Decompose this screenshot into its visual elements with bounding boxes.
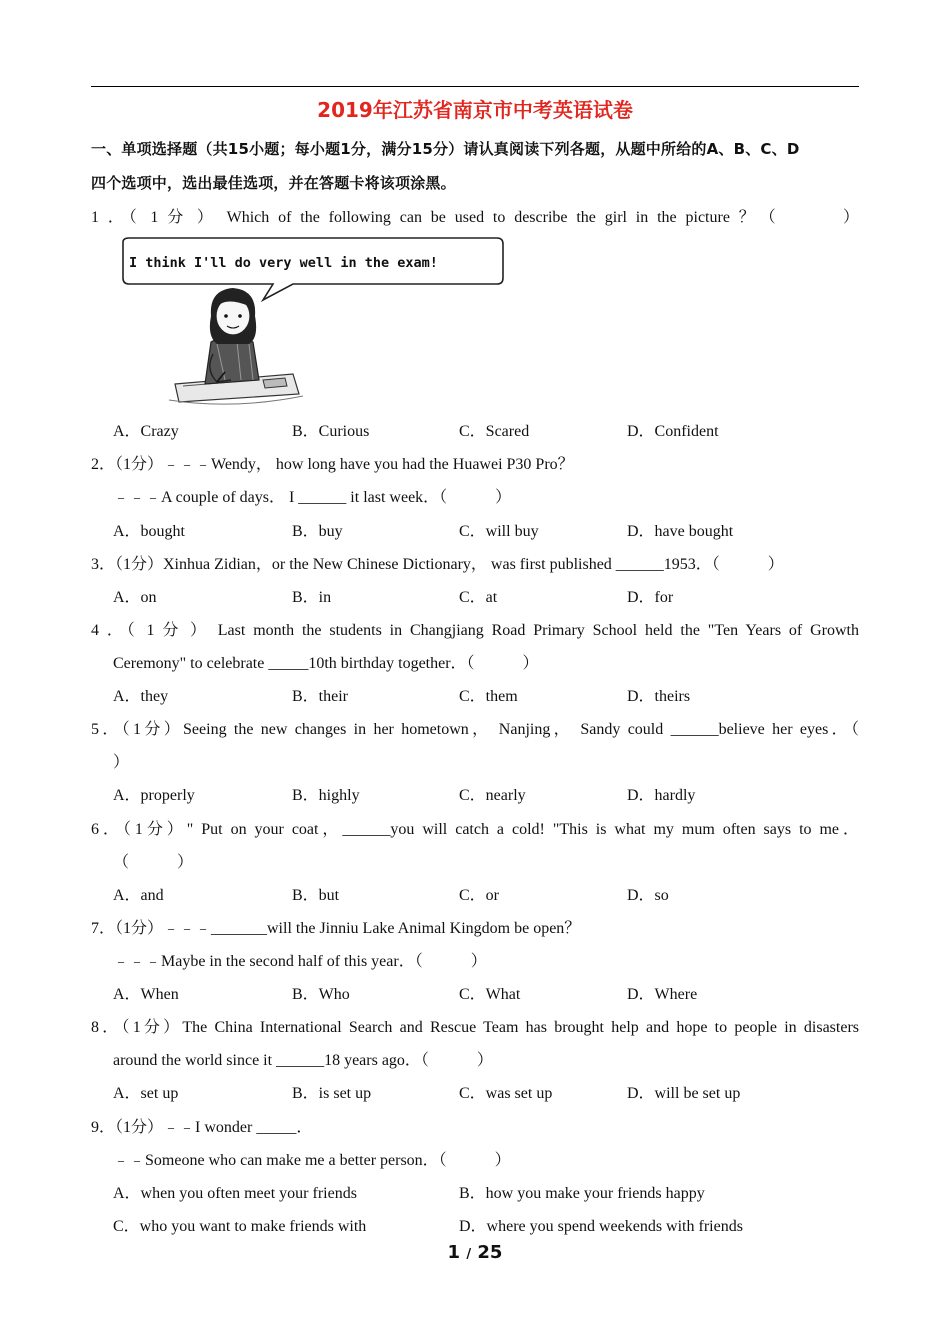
question-5-stem: 5．（1分）Seeing the new changes in her hometown， Nanjing， Sandy could ______believe her eyes．（ bbox=[91, 721, 859, 738]
question-2-option-c[interactable]: C．will buy bbox=[459, 523, 539, 540]
question-3-option-c[interactable]: C．at bbox=[459, 589, 498, 606]
question-7-option-d[interactable]: D．Where bbox=[627, 986, 698, 1003]
question-7-option-a[interactable]: A．When bbox=[113, 986, 179, 1003]
question-8-stem-continued: around the world since it ______18 years ago．（ ） bbox=[113, 1052, 493, 1069]
page-number bbox=[0, 1242, 950, 1263]
question-2-option-b[interactable]: B．buy bbox=[292, 523, 343, 540]
section-instruction-line1: 一、单项选择题（共15小题；每小题1分，满分15分）请认真阅读下列各题，从题中所给的A、B、C、D bbox=[91, 140, 800, 158]
question-8-option-c[interactable]: C．was set up bbox=[459, 1085, 553, 1102]
question-4-option-d[interactable]: D．theirs bbox=[627, 688, 691, 705]
question-8-option-d[interactable]: D．will be set up bbox=[627, 1085, 741, 1102]
question-5-stem-continued: ） bbox=[113, 754, 130, 771]
question-7-stem: 7．（1分）﹣﹣﹣_______will the Jinniu Lake Animal Kingdom be open？ bbox=[91, 920, 581, 937]
header-rule bbox=[91, 86, 859, 87]
question-6-option-c[interactable]: C．or bbox=[459, 887, 500, 904]
question-3-option-d[interactable]: D．for bbox=[627, 589, 674, 606]
question-2-stem: 2．（1分）﹣﹣﹣Wendy， how long have you had the Huawei P30 Pro？ bbox=[91, 456, 574, 473]
question-1-option-c[interactable]: C．Scared bbox=[459, 423, 530, 440]
question-9-option-b[interactable]: B．how you make your friends happy bbox=[459, 1185, 705, 1202]
question-1-option-d[interactable]: D．Confident bbox=[627, 423, 719, 440]
question-5-option-c[interactable]: C．nearly bbox=[459, 787, 526, 804]
question-9-option-a[interactable]: A．when you often meet your friends bbox=[113, 1185, 357, 1202]
question-7-answer-line: ﹣﹣﹣Maybe in the second half of this year．（ ） bbox=[113, 953, 487, 970]
question-4-option-b[interactable]: B．their bbox=[292, 688, 348, 705]
page-title: 2019年江苏省南京市中考英语试卷 bbox=[317, 98, 633, 122]
question-6-stem: 6．（1分）" Put on your coat，______you will catch a cold! "This is what my mum often says to me． bbox=[91, 821, 859, 838]
question-4-option-a[interactable]: A．they bbox=[113, 688, 169, 705]
question-2-answer-line: ﹣﹣﹣A couple of days． I ______ it last week．（ ） bbox=[113, 489, 512, 506]
question-5-option-a[interactable]: A．properly bbox=[113, 787, 195, 804]
question-5-option-d[interactable]: D．hardly bbox=[627, 787, 696, 804]
question-7-option-b[interactable]: B．Who bbox=[292, 986, 350, 1003]
speech-bubble-text: I think I'll do very well in the exam! bbox=[129, 255, 438, 271]
question-8-stem: 8．（1分）The China International Search and Rescue Team has brought help and hope to people in disasters bbox=[91, 1019, 859, 1036]
question-1-option-a[interactable]: A．Crazy bbox=[113, 423, 179, 440]
question-3-option-a[interactable]: A．on bbox=[113, 589, 157, 606]
question-9-stem: 9．（1分）﹣﹣I wonder _____． bbox=[91, 1119, 313, 1136]
question-4-stem-continued: Ceremony" to celebrate _____10th birthday together．（ ） bbox=[113, 655, 539, 672]
page-total: 25 bbox=[477, 1242, 503, 1263]
question-5-option-b[interactable]: B．highly bbox=[292, 787, 360, 804]
question-1-figure bbox=[113, 234, 508, 406]
question-6-option-d[interactable]: D．so bbox=[627, 887, 669, 904]
question-6-option-a[interactable]: A．and bbox=[113, 887, 164, 904]
question-8-option-a[interactable]: A．set up bbox=[113, 1085, 179, 1102]
question-1-option-b[interactable]: B．Curious bbox=[292, 423, 370, 440]
page-separator: / bbox=[466, 1247, 472, 1262]
question-4-option-c[interactable]: C．them bbox=[459, 688, 518, 705]
book bbox=[263, 378, 287, 388]
question-6-option-b[interactable]: B．but bbox=[292, 887, 340, 904]
page-current: 1 bbox=[447, 1242, 461, 1263]
question-6-stem-continued: （ ） bbox=[113, 854, 194, 871]
section-instruction-line2: 四个选项中，选出最佳选项，并在答题卡将该项涂黑。 bbox=[91, 174, 456, 192]
question-9-option-d[interactable]: D．where you spend weekends with friends bbox=[459, 1218, 743, 1235]
question-7-option-c[interactable]: C．What bbox=[459, 986, 521, 1003]
question-8-option-b[interactable]: B．is set up bbox=[292, 1085, 372, 1102]
question-2-option-d[interactable]: D．have bought bbox=[627, 523, 734, 540]
question-3-stem: 3．（1分）Xinhua Zidian，or the New Chinese Dictionary， was first published ______1953．（ ） bbox=[91, 556, 784, 573]
question-4-stem: 4 ．（ 1 分 ） Last month the students in Changjiang Road Primary School held the "Ten Years of Growth bbox=[91, 622, 859, 639]
question-1-stem: 1 ．（ 1 分 ） Which of the following can be used to describe the girl in the picture ？（ ） bbox=[91, 209, 859, 226]
question-9-answer-line: ﹣﹣Someone who can make me a better person．（ ） bbox=[113, 1152, 511, 1169]
question-9-option-c[interactable]: C．who you want to make friends with bbox=[113, 1218, 367, 1235]
girl-illustration bbox=[113, 234, 508, 406]
question-3-option-b[interactable]: B．in bbox=[292, 589, 332, 606]
question-2-option-a[interactable]: A．bought bbox=[113, 523, 186, 540]
